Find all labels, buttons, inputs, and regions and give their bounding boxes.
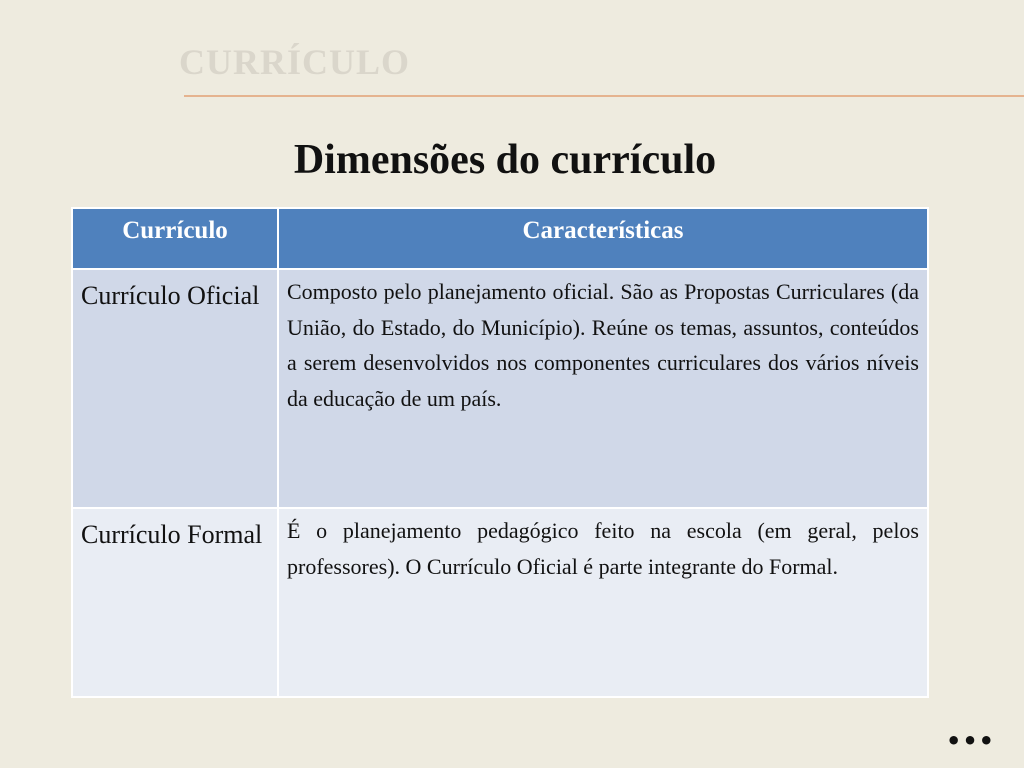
curriculum-description-cell: Composto pelo planejamento oficial. São as Propostas Curriculares (da União, do Estado, do Município). Reúne os temas, assuntos, conteúdos a serem desenvolvidos nos componentes curriculares dos vários níveis da educação de um país. <box>278 269 928 508</box>
section-title: CURRÍCULO <box>179 42 411 82</box>
curriculum-name-cell: Currículo Oficial <box>72 269 278 508</box>
curriculum-description-cell: É o planejamento pedagógico feito na escola (em geral, pelos professores). O Currículo Oficial é parte integrante do Formal. <box>278 508 928 697</box>
column-header-caracteristicas: Características <box>278 208 928 269</box>
column-header-curriculo: Currículo <box>72 208 278 269</box>
table-row <box>72 269 928 508</box>
table-header-row <box>72 208 928 269</box>
curriculum-name-cell: Currículo Formal <box>72 508 278 697</box>
table-row <box>72 508 928 697</box>
ellipsis-icon[interactable]: ••• <box>946 727 996 755</box>
slide-title: Dimensões do currículo <box>293 137 717 183</box>
dimensions-table <box>71 207 929 698</box>
header-divider <box>184 95 1024 97</box>
